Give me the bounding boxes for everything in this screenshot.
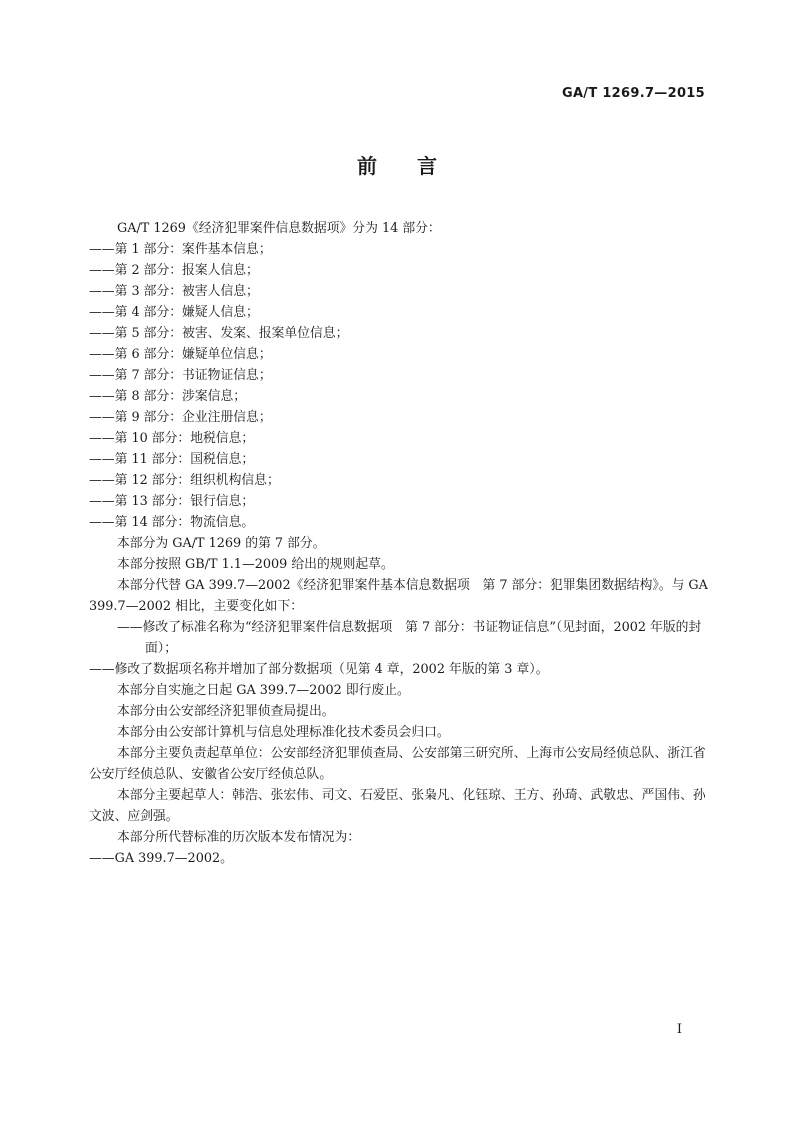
list-item-part-9: ——第 9 部分：企业注册信息； [89,410,272,425]
paragraph-part-statement: 本部分为 GA/T 1269 的第 7 部分。 [117,536,326,551]
list-item-change-1: ——修改了标准名称为“经济犯罪案件信息数据项 第 7 部分：书证物证信息”（见封面，2002 年版的封面）； [117,620,702,656]
paragraph-drafters: 本部分主要起草人：韩浩、张宏伟、司文、石爱臣、张枭凡、化钰琼、王方、孙琦、武敬忠、严国伟、孙文波、应剑强。 [89,788,706,824]
paragraph-drafting-rules: 本部分按照 GB/T 1.1—2009 给出的规则起草。 [117,557,394,572]
paragraph-history: 本部分所代替标准的历次版本发布情况为： [117,830,361,845]
list-item-part-2: ——第 2 部分：报案人信息； [89,263,259,278]
list-item-part-7: ——第 7 部分：书证物证信息； [89,368,272,383]
page-number: I [676,1022,682,1037]
list-item-part-3: ——第 3 部分：被害人信息； [89,284,259,299]
paragraph-replaces: 本部分代替 GA 399.7—2002《经济犯罪案件基本信息数据项 第 7 部分：犯罪集团数据结构》。与 GA 399.7—2002 相比，主要变化如下： [89,578,708,614]
list-item-part-13: ——第 13 部分：银行信息； [89,494,255,509]
paragraph-proposed-by: 本部分由公安部经济犯罪侦查局提出。 [117,704,335,719]
list-item-part-12: ——第 12 部分：组织机构信息； [89,473,280,488]
list-item-part-1: ——第 1 部分：案件基本信息； [89,242,272,257]
list-item-part-14: ——第 14 部分：物流信息。 [89,515,255,530]
paragraph-drafting-units: 本部分主要负责起草单位：公安部经济犯罪侦查局、公安部第三研究所、上海市公安局经侦总队、浙江省公安厅经侦总队、安徽省公安厅经侦总队。 [89,746,706,782]
foreword-body [89,218,709,869]
page-title: 前言 [357,154,477,178]
list-item-history-1: ——GA 399.7—2002。 [89,851,233,866]
paragraph-abolish: 本部分自实施之日起 GA 399.7—2002 即行废止。 [117,683,410,698]
list-item-part-8: ——第 8 部分：涉案信息； [89,389,247,404]
list-item-part-10: ——第 10 部分：地税信息； [89,431,255,446]
paragraph-intro: GA/T 1269《经济犯罪案件信息数据项》分为 14 部分： [117,221,441,236]
list-item-part-4: ——第 4 部分：嫌疑人信息； [89,305,259,320]
list-item-part-5: ——第 5 部分：被害、发案、报案单位信息； [89,326,349,341]
paragraph-centralized-by: 本部分由公安部计算机与信息处理标准化技术委员会归口。 [117,725,450,740]
list-item-part-11: ——第 11 部分：国税信息； [89,452,255,467]
list-item-change-2: ——修改了数据项名称并增加了部分数据项（见第 4 章，2002 年版的第 3 章）。 [89,662,549,677]
list-item-part-6: ——第 6 部分：嫌疑单位信息； [89,347,272,362]
standard-code: GA/T 1269.7—2015 [561,86,705,101]
